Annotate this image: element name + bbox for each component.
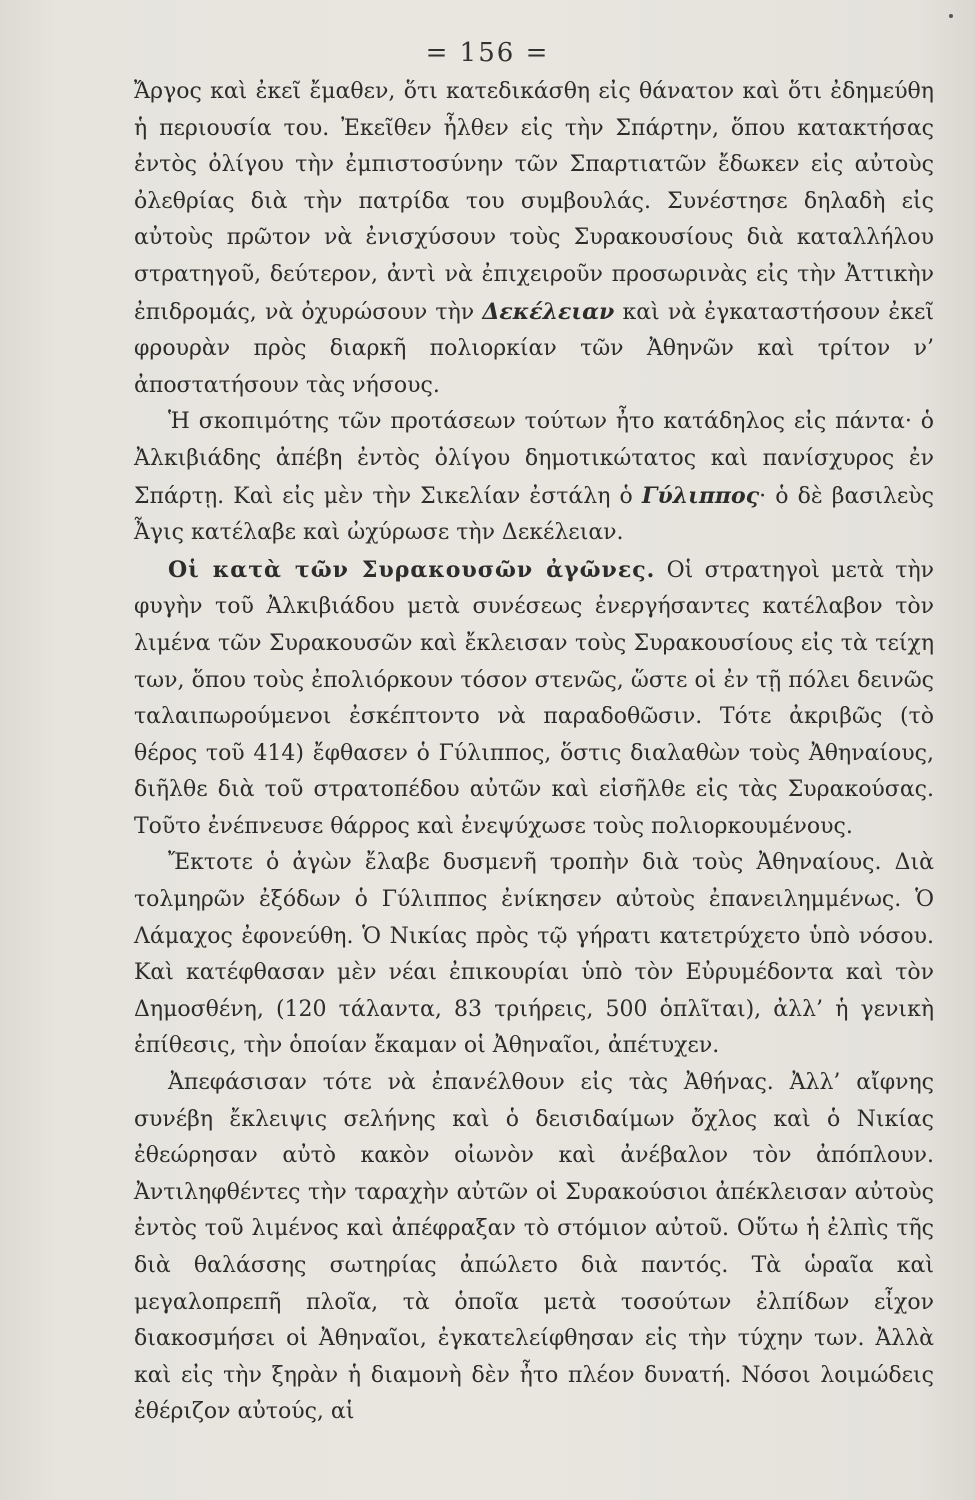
text-run: Ἡ σκοπιμότης τῶν προτάσεων τούτων ἦτο κατάδηλος εἰς πάντα· ὁ Ἀλκιβιάδης ἀπέβη ἐντὸς ὀλίγου δημοτικώτατος καὶ πανίσχυρος ἐν Σπάρτῃ. Καὶ εἰς μὲν τὴν Σικελίαν ἐστάλη ὁ — [134, 409, 934, 509]
paragraph — [134, 1065, 934, 1431]
page-number: = 156 = — [425, 38, 550, 68]
text-ital: Δεκέλειαν — [482, 298, 615, 325]
text-run: Οἱ στρατηγοὶ μετὰ τὴν φυγὴν τοῦ Ἀλκιβιάδου μετὰ συνέσεως ἐνεργήσαντες κατέλαβον τὸν λιμένα τῶν Συρακουσῶν καὶ ἔκλεισαν τοὺς Συρακουσίους εἰς τὰ τείχη των, ὅπου τοὺς ἐπολιόρκουν τόσον στενῶς, ὥστε οἱ ἐν τῇ πόλει δεινῶς ταλαιπωρούμενοι ἐσκέπτοντο νὰ παραδοθῶσιν. Τότε ἀκριβῶς (τὸ θέρος τοῦ 414) ἔφθασεν ὁ Γύλιππος, ὅστις διαλαθὼν τοὺς Ἀθηναίους, διῆλθε διὰ τοῦ στρατοπέδου αὐτῶν καὶ εἰσῆλθε εἰς τὰς Συρακούσας. Τοῦτο ἐνέπνευσε θάρρος καὶ ἐνεψύχωσε τοὺς πολιορκουμένους. — [134, 557, 935, 839]
text-run: Ἔκτοτε ὁ ἀγὼν ἔλαβε δυσμενῆ τροπὴν διὰ τοὺς Ἀθηναίους. Διὰ τολμηρῶν ἐξόδων ὁ Γύλιππος ἐνίκησεν αὐτοὺς ἐπανειλημμένως. Ὁ Λάμαχος ἐφονεύθη. Ὁ Νικίας πρὸς τῷ γήρατι κατετρύχετο ὑπὸ νόσου. Καὶ κατέφθασαν μὲν νέαι ἐπικουρίαι ὑπὸ τὸν Εὐρυμέδοντα καὶ τὸν Δημοσθένη, (120 τάλαντα, 83 τριήρεις, 500 ὁπλῖται), ἀλλ’ ἡ γενικὴ ἐπίθεσις, τὴν ὁποίαν ἔκαμαν οἱ Ἀθηναῖοι, ἀπέτυχεν. — [134, 850, 934, 1059]
paragraph — [134, 74, 934, 404]
text-run: Ἀπεφάσισαν τότε νὰ ἐπανέλθουν εἰς τὰς Ἀθήνας. Ἀλλ’ αἴφνης συνέβη ἔκλειψις σελήνης καὶ ὁ δεισιδαίμων ὄχλος καὶ ὁ Νικίας ἐθεώρησαν αὐτὸ κακὸν οἰωνὸν καὶ ἀνέβαλον τὸν ἀπόπλουν. Ἀντιληφθέντες τὴν ταραχὴν αὐτῶν οἱ Συρακούσιοι ἀπέκλεισαν αὐτοὺς ἐντὸς τοῦ λιμένος καὶ ἀπέφραξαν τὸ στόμιον αὐτοῦ. Οὕτω ἡ ἐλπὶς τῆς διὰ θαλάσσης σωτηρίας ἀπώλετο διὰ παντός. Τὰ ὡραῖα καὶ μεγαλοπρεπῆ πλοῖα, τὰ ὁποῖα μετὰ τοσούτων ἐλπίδων εἶχον διακοσμήσει οἱ Ἀθηναῖοι, ἐγκατελείφθησαν εἰς τὴν τύχην των. Ἀλλὰ καὶ εἰς τὴν ξηρὰν ἡ διαμονὴ δὲν ἦτο πλέον δυνατή. Νόσοι λοιμώδεις ἐθέριζον αὐτούς, αἱ — [134, 1070, 934, 1425]
text-run: Ἄργος καὶ ἐκεῖ ἔμαθεν, ὅτι κατεδικάσθη εἰς θάνατον καὶ ὅτι ἐδημεύθη ἡ περιουσία του. Ἐκεῖθεν ἦλθεν εἰς τὴν Σπάρτην, ὅπου κατακτήσας ἐντὸς ὀλίγου τὴν ἐμπιστοσύνην τῶν Σπαρτιατῶν ἔδωκεν εἰς αὐτοὺς ὀλεθρίας διὰ τὴν πατρίδα του συμβουλάς. Συνέστησε δηλαδὴ εἰς αὐτοὺς πρῶτον νὰ ἐνισχύσουν τοὺς Συρακουσίους διὰ καταλλήλου στρατηγοῦ, δεύτερον, ἀντὶ νὰ ἐπιχειροῦν προσωρινὰς εἰς τὴν Ἀττικὴν ἐπιδρομάς, νὰ ὀχυρώσουν τὴν — [134, 79, 934, 325]
body-text — [134, 74, 934, 1431]
text-heading: Οἱ κατὰ τῶν Συρακουσῶν ἀγῶνες. — [168, 556, 656, 583]
paragraph — [134, 404, 934, 551]
text-run: καὶ νὰ ἐγκαταστήσουν ἐκεῖ φρουρὰν πρὸς διαρκῆ πολιορκίαν τῶν Ἀθηνῶν καὶ τρίτον ν’ ἀποστατήσουν τὰς νήσους. — [134, 299, 935, 398]
paragraph — [134, 845, 934, 1065]
text-ital: Γύλιππος — [641, 482, 760, 509]
paragraph — [134, 552, 934, 846]
print-speck — [949, 14, 953, 18]
text-run: · ὁ δὲ βασιλεὺς Ἆγις κατέλαβε καὶ ὠχύρωσε τὴν Δεκέλειαν. — [134, 483, 934, 546]
